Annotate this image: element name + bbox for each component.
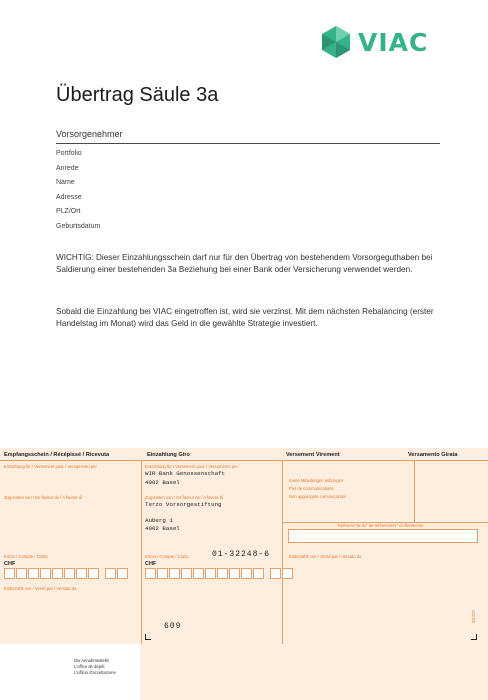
- brand-name: VIAC: [358, 27, 429, 57]
- field-plz-ort: PLZ/Ort: [56, 208, 81, 216]
- corner-mark: [145, 634, 151, 640]
- beneficiary-name: Terzo Vorsorgestiftung: [145, 501, 222, 508]
- bank-city: 4002 Basel: [145, 479, 180, 486]
- account-number: 01-32248-6: [212, 550, 271, 559]
- reference-field[interactable]: [288, 529, 478, 543]
- header-divider: [0, 460, 488, 461]
- viac-logo: [318, 24, 438, 60]
- versamento-header: Versamento Girata: [408, 452, 458, 458]
- receipt-stamp-area: [0, 644, 140, 700]
- payment-favour-label: Zugunsten von / En faveur de / A favore di: [145, 495, 223, 500]
- payment-header: Einzahlung Giro: [147, 452, 190, 458]
- payment-account-label: Konto / Compte / Conto: [145, 554, 189, 559]
- payment-divider: [282, 460, 283, 644]
- payment-deposit-label: Einzahlung für / Versement pour / Versamento per: [145, 464, 238, 469]
- slip-code: 609: [164, 622, 182, 631]
- receipt-divider: [141, 460, 142, 644]
- stamp-line-de: Die Annahmestelle: [74, 658, 109, 663]
- corner-mark: [471, 634, 477, 640]
- no-comm-label-de: Keine Mitteilungen anbringen: [289, 478, 344, 483]
- receipt-header: Empfangsschein / Récépissé / Ricevuta: [4, 452, 110, 458]
- stamp-line-it: L'ufficio d'accettazione: [74, 670, 116, 675]
- payment-slip: [0, 448, 488, 700]
- receipt-deposit-label: Einzahlung für / Versement pour / Versamento per: [4, 464, 97, 469]
- payment-paid-by-label: Einbezahlt von / Versé par / Versato da: [289, 554, 362, 559]
- no-comm-label-fr: Pas de communications: [289, 486, 334, 491]
- bank-name: WIR Bank Genossenschaft: [145, 470, 226, 477]
- beneficiary-city: 4002 Basel: [145, 525, 180, 532]
- page-title: Übertrag Säule 3a: [56, 84, 219, 106]
- hexagon-logo-icon: [318, 24, 354, 60]
- payment-currency: CHF: [145, 561, 157, 567]
- important-notice: WICHTIG: Dieser Einzahlungsschein darf nur für den Übertrag von bestehendem Vorsorgeguthaben bei Saldierung einer bestehenden 3a Beziehung bei einer Bank oder Versicherung verwendet werden.: [56, 253, 433, 275]
- field-list: [56, 147, 100, 235]
- field-adresse: Adresse: [56, 193, 82, 201]
- no-comm-label-it: Non aggiungete comunicazioni: [289, 494, 347, 499]
- field-name: Name: [56, 179, 75, 187]
- beneficiary-street: Auberg 1: [145, 517, 173, 524]
- payment-amount-boxes: [145, 568, 294, 579]
- field-geburtsdatum: Geburtsdatum: [56, 222, 101, 230]
- field-anrede: Anrede: [56, 164, 79, 172]
- side-code: 442.06: [471, 610, 476, 623]
- acceptance-office-stamp: [74, 658, 116, 676]
- receipt-currency: CHF: [4, 561, 16, 567]
- receipt-paid-by-label: Einbezahlt von / Versé par / Versato da: [4, 586, 77, 591]
- side-divider: [414, 460, 415, 522]
- section-heading: Vorsorgenehmer: [56, 129, 440, 144]
- receipt-favour-label: Zugunsten von / En faveur de / A favore di: [4, 495, 82, 500]
- reference-label: Referenz-Nr./N° de référence/N° di riferimento: [338, 523, 424, 528]
- versement-header: Versement Virement: [286, 452, 340, 458]
- field-portfolio: Portfolio: [56, 150, 82, 157]
- receipt-amount-boxes: [4, 568, 129, 579]
- interest-notice: Sobald die Einzahlung bei VIAC eingetroffen ist, wird sie verzinst. Mit dem nächsten Rebalancing (erster Handelstag im Monat) wird das Geld in die gewählte Strategie investiert.: [56, 307, 434, 329]
- receipt-account-label: Konto / Compte / Conto: [4, 554, 48, 559]
- stamp-line-fr: L'office de dépôt: [74, 664, 105, 669]
